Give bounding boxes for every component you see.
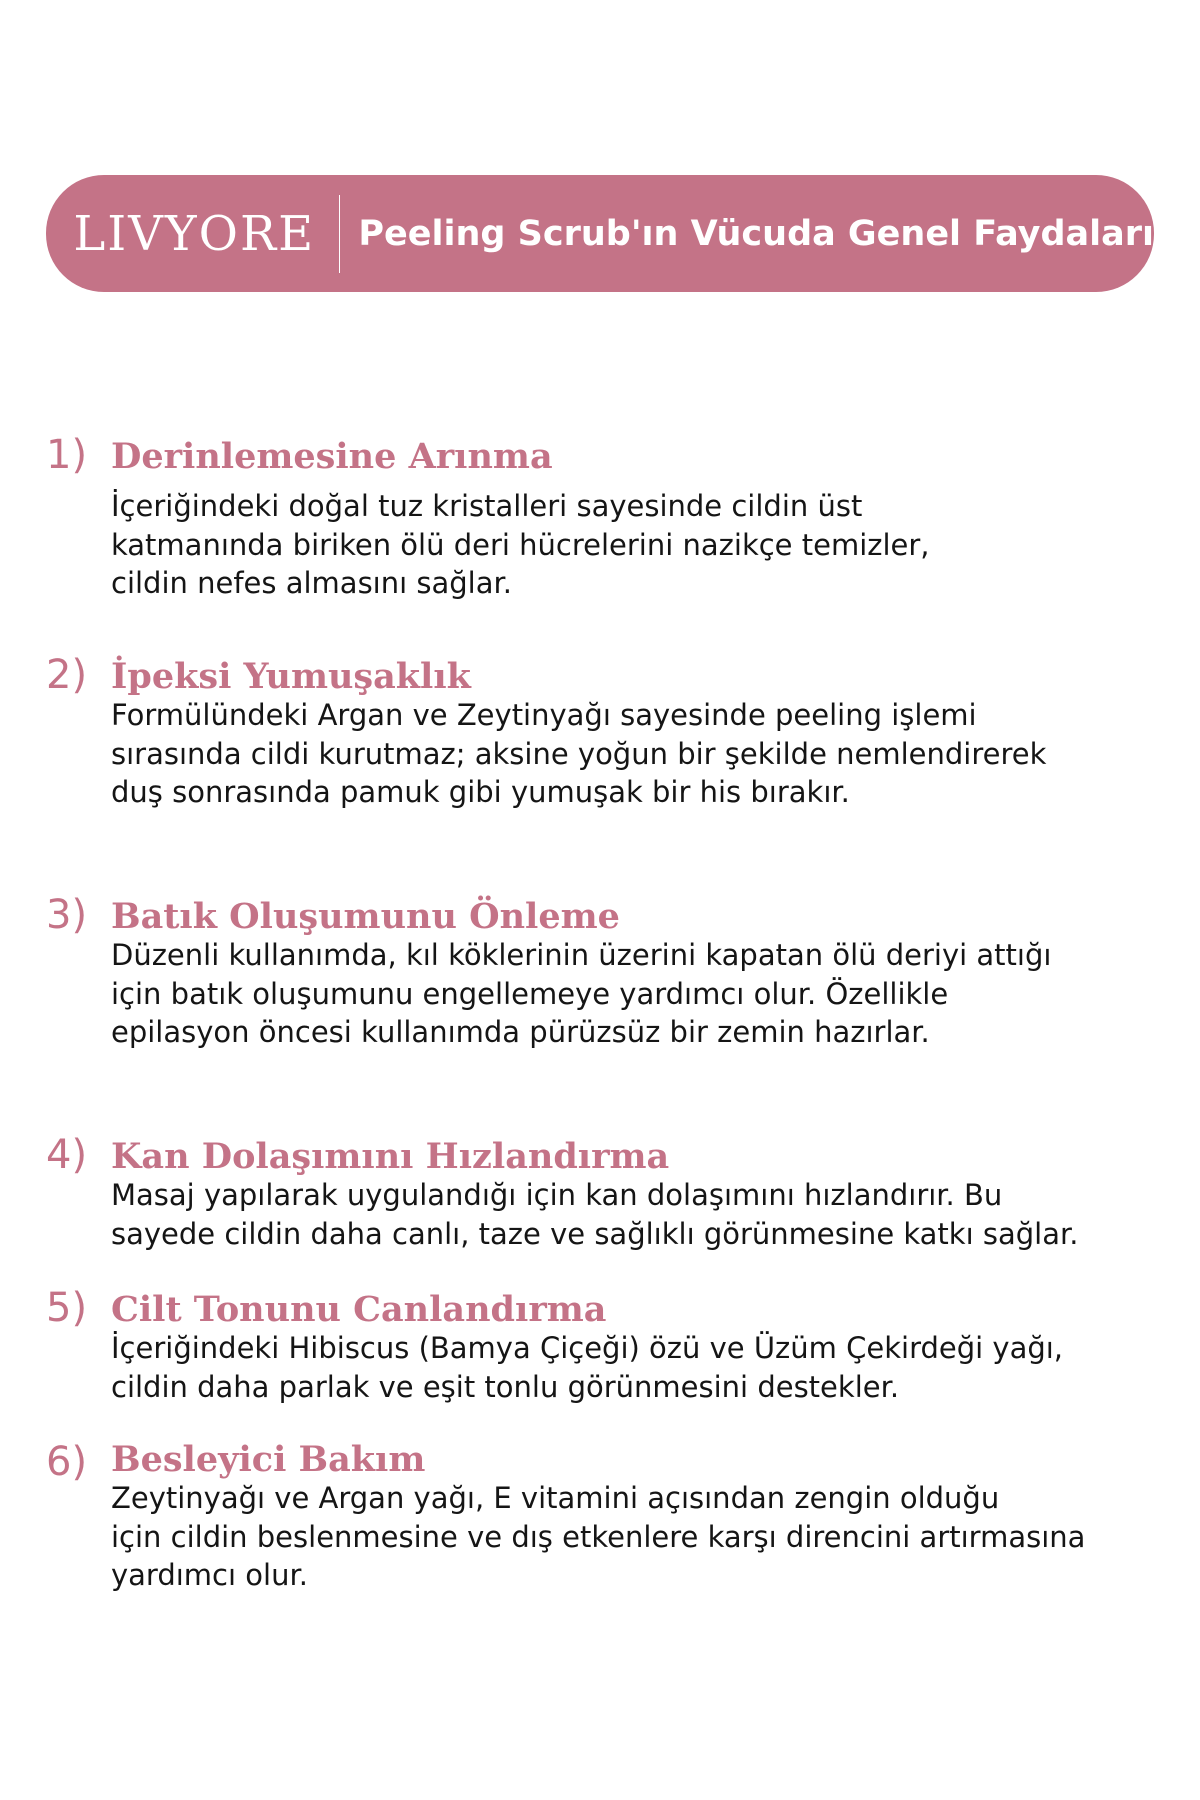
- item-title: Batık Oluşumunu Önleme: [111, 896, 620, 937]
- item-description: İçeriğindeki Hibiscus (Bamya Çiçeği) özü ve Üzüm Çekirdeği yağı, cildin daha parlak ve eşit tonlu görünmesini destekler.: [111, 1331, 1064, 1404]
- header-banner: [46, 175, 1154, 292]
- item-description: Düzenli kullanımda, kıl köklerinin üzerini kapatan ölü deriyi attığı için batık oluşumunu engellemeye yardımcı olur. Özellikle epilasyon öncesi kullanımda pürüzsüz bir zemin hazırlar.: [111, 938, 1052, 1049]
- item-number: 1): [46, 432, 88, 478]
- header-divider: [339, 195, 341, 273]
- item-description: Formülündeki Argan ve Zeytinyağı sayesinde peeling işlemi sırasında cildi kurutmaz; aksine yoğun bir şekilde nemlendirerek duş sonrasında pamuk gibi yumuşak bir his bırakır.: [111, 698, 1047, 809]
- item-title: Cilt Tonunu Canlandırma: [111, 1289, 607, 1330]
- item-title: İpeksi Yumuşaklık: [111, 656, 471, 697]
- item-number: 2): [46, 652, 88, 698]
- item-number: 3): [46, 892, 88, 938]
- item-number: 5): [46, 1285, 88, 1331]
- page-title: Peeling Scrub'ın Vücuda Genel Faydaları: [358, 213, 1154, 254]
- item-number: 6): [46, 1439, 88, 1485]
- item-description: Zeytinyağı ve Argan yağı, E vitamini açısından zengin olduğu için cildin beslenmesine ve dış etkenlere karşı direncini artırmasına yardımcı olur.: [111, 1481, 1086, 1592]
- item-description: Masaj yapılarak uygulandığı için kan dolaşımını hızlandırır. Bu sayede cildin daha canlı, taze ve sağlıklı görünmesine katkı sağlar.: [111, 1178, 1079, 1251]
- item-description: İçeriğindeki doğal tuz kristalleri sayesinde cildin üst katmanında biriken ölü deri hücrelerini nazikçe temizler, cildin nefes almasını sağlar.: [111, 489, 930, 600]
- item-title: Kan Dolaşımını Hızlandırma: [111, 1136, 670, 1177]
- item-number: 4): [46, 1132, 88, 1178]
- item-title: Besleyici Bakım: [111, 1439, 426, 1480]
- item-title: Derinlemesine Arınma: [111, 436, 553, 477]
- brand-logo: LIVYORE: [73, 205, 316, 262]
